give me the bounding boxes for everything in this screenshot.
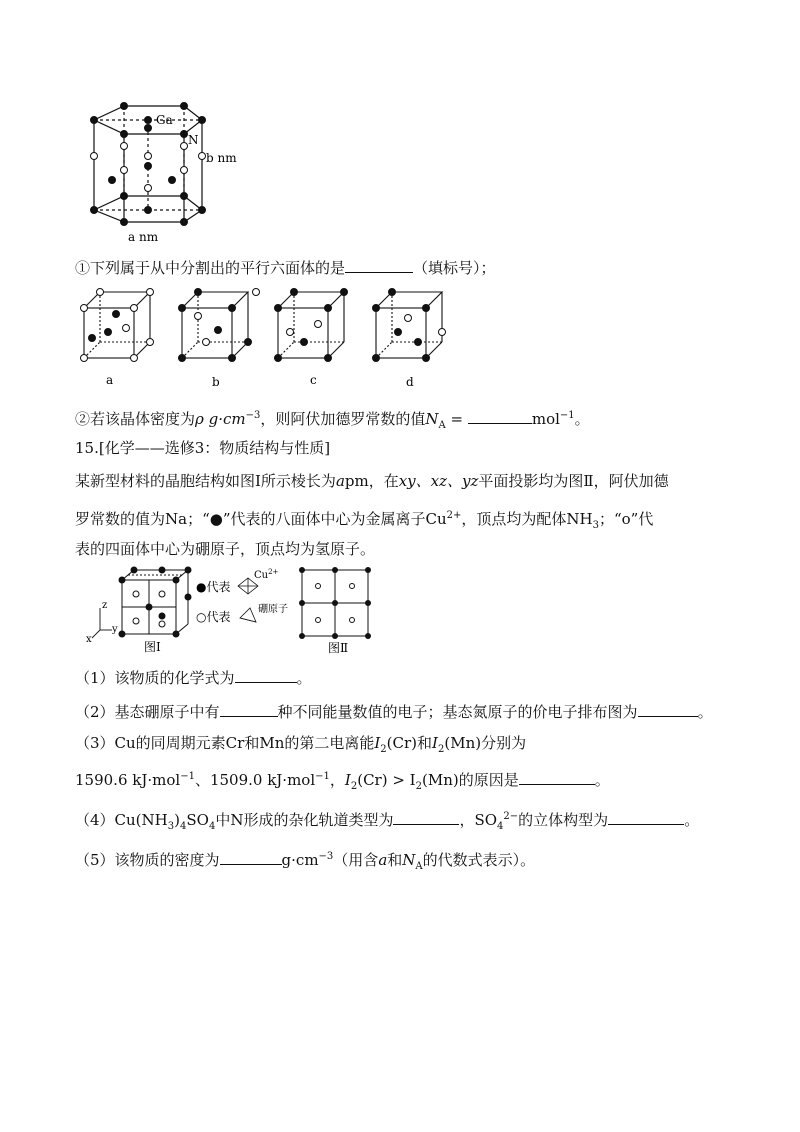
subq2-blank2[interactable] xyxy=(638,700,698,717)
q1-blank[interactable] xyxy=(345,256,413,273)
subq5-tail-d: N xyxy=(402,851,416,869)
n-label: N xyxy=(188,133,199,147)
subq5 xyxy=(75,846,535,878)
subq4-comma: ， xyxy=(459,811,475,829)
q15-p2 xyxy=(75,505,653,537)
q15-p1-b: pm，在 xyxy=(344,472,399,490)
q15-p1 xyxy=(75,470,669,492)
subq3-sep: 、 xyxy=(194,771,210,789)
legend-boron: 硼原子 xyxy=(258,604,288,615)
subq4-pre: （4）Cu(NH xyxy=(75,811,168,829)
subq4 xyxy=(75,806,699,838)
fig1-caption: 图Ⅰ xyxy=(144,640,161,654)
subq1-post: 。 xyxy=(296,669,312,687)
legend-black: ●代表 xyxy=(196,580,231,594)
option-d-label: d xyxy=(406,375,414,389)
q15-p1-c: 平面投影均为图Ⅱ，阿伏加德 xyxy=(478,472,669,490)
subq3-post: 分别为 xyxy=(481,734,527,752)
subq4-nh-sub: 3 xyxy=(167,821,175,832)
subq3-cmp-mid: (Cr) > I xyxy=(357,771,416,789)
subq5-tail-b: a xyxy=(378,851,388,869)
q2-mid: ，则阿伏加德罗常数的值 xyxy=(260,410,426,428)
subq4-post: 。 xyxy=(684,811,700,829)
q2-line xyxy=(75,405,590,437)
legend-white: ○代表 xyxy=(196,610,231,624)
subq3-v2-exp: −1 xyxy=(315,771,330,782)
hexagonal-crystal-figure xyxy=(82,98,272,246)
q15-p2-c: ；“o”代 xyxy=(598,510,654,528)
subq2 xyxy=(75,700,713,723)
q15-p2-b: ，顶点均为配体NH xyxy=(461,510,593,528)
q15-p2-nh-sub: 3 xyxy=(592,520,599,531)
axis-x: x xyxy=(86,634,92,645)
q2-blank[interactable] xyxy=(468,407,532,424)
q2-pre: ②若该晶体密度为 xyxy=(75,410,196,428)
subq3-values xyxy=(75,766,610,798)
q2-rho-exp: −3 xyxy=(245,410,261,421)
q2-na: N xyxy=(425,410,439,428)
fig2-caption: 图Ⅱ xyxy=(328,641,349,655)
q2-end: 。 xyxy=(574,410,590,428)
subq4-ion-exp: 2− xyxy=(503,811,519,822)
subq3-i2: I xyxy=(432,734,438,752)
subq3-i2-sub: 2 xyxy=(437,744,445,755)
subq4-mid2: 中N形成的杂化轨道类型为 xyxy=(215,811,394,829)
axis-y: y xyxy=(112,624,118,635)
subq2-pre: （2）基态硼原子中有 xyxy=(75,703,220,721)
subq3-cmp-sub2: 2 xyxy=(415,781,422,792)
option-a-label: a xyxy=(106,373,114,387)
subq1-blank[interactable] xyxy=(235,666,297,683)
q15-p1-planes: xy、xz、yz xyxy=(398,472,479,490)
q2-eq: = xyxy=(445,410,468,428)
subq3-cmp-end: (Mn) xyxy=(421,771,459,789)
subq5-unit: g·cm xyxy=(281,851,319,869)
q15-p2-cu-exp: 2+ xyxy=(446,510,462,521)
subq3 xyxy=(75,732,526,761)
q15-heading: 15.[化学——选修3：物质结构与性质] xyxy=(75,439,331,457)
subq3-pre: （3）Cu的同周期元素Cr和Mn的第二电离能 xyxy=(75,734,375,752)
q2-unit-exp: −1 xyxy=(559,410,575,421)
subq3-comma: ， xyxy=(329,771,345,789)
subq3-end: 。 xyxy=(594,771,610,789)
subq5-tail-d-sub: A xyxy=(415,861,423,872)
axis-z: z xyxy=(102,600,108,611)
subq3-i1-arg: (Cr) xyxy=(386,734,418,752)
option-c-label: c xyxy=(310,373,317,387)
subq3-reason: 的原因是 xyxy=(458,771,519,789)
subq5-blank[interactable] xyxy=(220,848,282,865)
subq3-cmp-sub: 2 xyxy=(350,781,358,792)
subq4-mid3: 的立体构型为 xyxy=(518,811,609,829)
subq5-unit-exp: −3 xyxy=(318,851,334,862)
subq4-ion-sub: 4 xyxy=(497,821,504,832)
subq3-i2-arg: (Mn) xyxy=(444,734,482,752)
subq3-i1-sub: 2 xyxy=(380,744,387,755)
subq4-sub4: 4 xyxy=(179,821,187,832)
subq4-so4: SO xyxy=(186,811,209,829)
subq5-pre: （5）该物质的密度为 xyxy=(75,851,220,869)
subq1 xyxy=(75,666,312,689)
subq4-blank2[interactable] xyxy=(608,808,684,825)
subq1-pre: （1）该物质的化学式为 xyxy=(75,669,235,687)
subq4-so4-sub: 4 xyxy=(208,821,216,832)
b-label: b nm xyxy=(206,151,237,165)
ga-label: Ga xyxy=(156,113,173,127)
fig15-figure xyxy=(82,566,382,658)
subq3-v1-exp: −1 xyxy=(180,771,195,782)
q15-p1-a-var: a xyxy=(335,472,345,490)
q1-tail: （填标号）； xyxy=(413,259,496,277)
a-label: a nm xyxy=(128,230,159,244)
subq5-tail-a: （用含 xyxy=(333,851,379,869)
option-b-label: b xyxy=(212,375,220,389)
subq2-post: 。 xyxy=(697,703,713,721)
q2-na-sub: A xyxy=(438,420,446,431)
q15-p1-a: 某新型材料的晶胞结构如图Ⅰ所示棱长为 xyxy=(75,472,336,490)
subq3-v2: 1509.0 kJ·mol xyxy=(209,771,316,789)
q1-text: ①下列属于从中分割出的平行六面体的是 xyxy=(75,259,346,277)
subq3-cmp: I xyxy=(344,771,351,789)
subq3-and: 和 xyxy=(417,734,433,752)
q2-unit: mol xyxy=(531,410,560,428)
subq3-v1: 1590.6 kJ·mol xyxy=(75,771,181,789)
subq2-mid: 种不同能量数值的电子；基态氮原子的价电子排布图为 xyxy=(277,703,638,721)
q2-rho: ρ g·cm xyxy=(195,410,246,428)
subq2-blank1[interactable] xyxy=(220,700,278,717)
subq5-tail-e: 的代数式表示）。 xyxy=(422,851,536,869)
q1-line xyxy=(75,256,496,279)
q15-p2-a: 罗常数的值为Na；“●”代表的八面体中心为金属离子Cu xyxy=(75,510,447,528)
subq3-i1: I xyxy=(374,734,381,752)
subq4-mid1: ) xyxy=(174,811,180,829)
subq5-tail-c: 和 xyxy=(387,851,403,869)
subq4-blank1[interactable] xyxy=(393,808,459,825)
legend-cu: $Cu^{2+}$ xyxy=(254,568,279,581)
subq3-blank[interactable] xyxy=(519,768,595,785)
q15-p3: 表的四面体中心为硼原子，顶点均为氢原子。 xyxy=(75,540,376,558)
option-cubes-figure xyxy=(78,288,458,392)
subq4-ion: SO xyxy=(474,811,498,829)
